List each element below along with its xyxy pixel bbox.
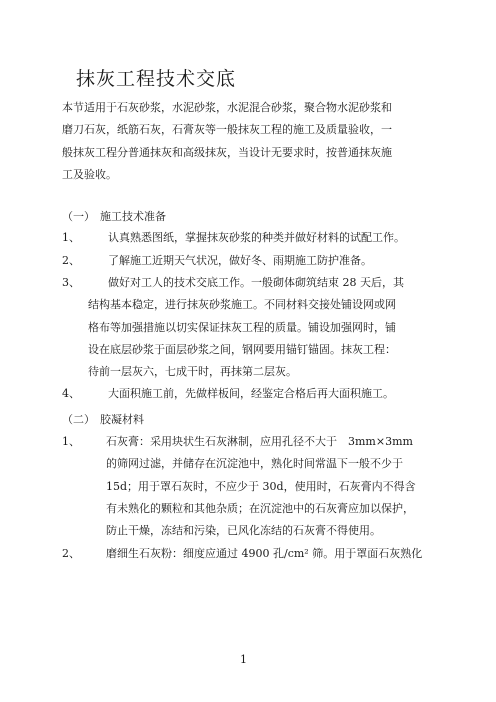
list-item-number: 1、 (62, 435, 80, 448)
list-item-text: 大面积施工前，先做样板间，经鉴定合格后再大面积施工。 (108, 387, 394, 400)
intro-line: 般抹灰工程分普通抹灰和高级抹灰，当设计无要求时，按普通抹灰施 (62, 145, 392, 159)
list-item-text: 做好对工人的技术交底工作。一般砌体砌筑结束 28 天后，其 (108, 276, 404, 289)
list-item-text: 了解施工近期天气状况，做好冬、雨期施工防护准备。 (108, 254, 372, 267)
intro-line: 工及验收。 (62, 167, 117, 181)
list-item-text: 磨细生石灰粉：细度应通过 4900 孔/cm² 筛。用于罩面石灰熟化 (106, 547, 423, 560)
list-item-text: 待前一层灰六，七成干时，再抹第二层灰。 (88, 365, 297, 378)
list-item-text: 15d；用于罩石灰时，不应少于 30d，使用时，石灰膏内不得含 (106, 480, 416, 493)
list-item-text: 格布等加强措施以切实保证抹灰工程的质量。铺设加强网时，铺 (88, 321, 396, 334)
list-item-number: 1、 (62, 231, 80, 244)
list-item-number: 2、 (62, 547, 80, 560)
section-label: 胶凝材料 (100, 413, 144, 426)
list-item-text: 结构基本稳定，进行抹灰砂浆施工。不同材料交接处铺设网或网 (88, 298, 396, 311)
list-item-text: 防止干燥，冻结和污染，已风化冻结的石灰膏不得使用。 (106, 524, 381, 537)
document-title: 抹灰工程技术交底 (76, 68, 237, 90)
intro-line: 磨刀石灰，纸筋石灰，石膏灰等一般抹灰工程的施工及质量验收，一 (62, 123, 392, 137)
list-item-text: 认真熟悉图纸，掌握抹灰砂浆的种类并做好材料的试配工作。 (108, 231, 405, 244)
list-item-text: 设在底层砂浆于面层砂浆之间，钢网要用锚钉锚固。抹灰工程： (88, 343, 396, 356)
intro-line: 本节适用于石灰砂浆，水泥砂浆，水泥混合砂浆，聚合物水泥砂浆和 (62, 101, 392, 114)
list-item-text: 有未熟化的颗粒和其他杂质；在沉淀池中的石灰膏应加以保护， (106, 502, 414, 515)
list-item-text: 石灰膏：采用块状生石灰淋制，应用孔径不大于 3mm×3mm (106, 435, 413, 448)
list-item-text: 的筛网过滤，并储存在沉淀池中，熟化时间常温下一般不少于 (106, 457, 403, 470)
page-number: 1 (240, 653, 247, 666)
section-number: （一） (62, 210, 95, 223)
list-item-number: 2、 (62, 254, 80, 267)
intro-paragraph (62, 97, 434, 186)
section-label: 施工技术准备 (100, 210, 166, 223)
section-number: （二） (62, 413, 95, 426)
list-item-number: 4、 (62, 387, 80, 400)
list-item-number: 3、 (62, 276, 80, 289)
